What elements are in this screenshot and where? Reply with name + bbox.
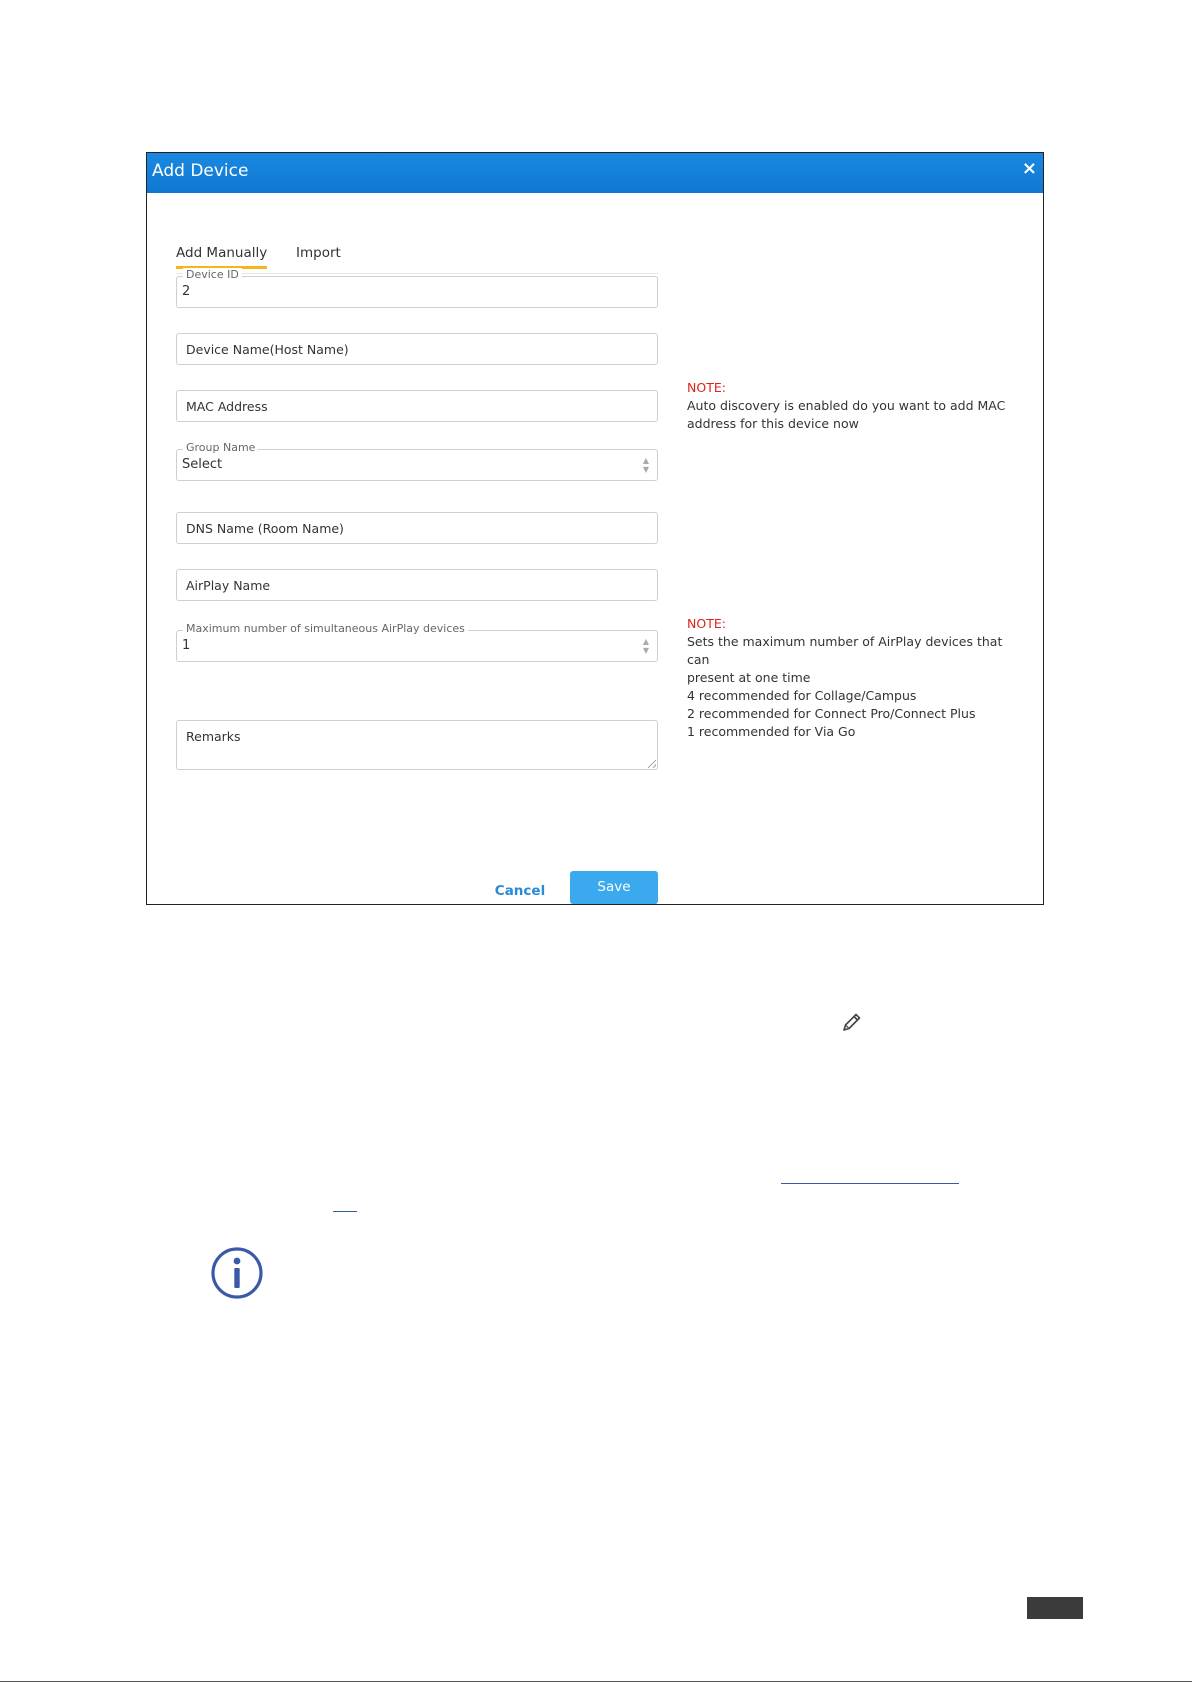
note-line: 4 recommended for Collage/Campus — [687, 688, 917, 703]
max-airplay-value: 1 — [182, 638, 191, 653]
note-heading: NOTE: — [687, 616, 726, 631]
device-name-input[interactable] — [176, 333, 658, 365]
dns-name-input[interactable] — [176, 512, 658, 544]
save-button[interactable]: Save — [570, 871, 658, 904]
note-line: Auto discovery is enabled do you want to add MAC — [687, 398, 1006, 413]
tab-bar — [176, 245, 658, 274]
dialog-title: Add Device — [152, 161, 249, 181]
tab-add-manually[interactable]: Add Manually — [176, 245, 267, 269]
device-id-value: 2 — [182, 284, 191, 299]
device-name-placeholder: Device Name(Host Name) — [186, 342, 349, 357]
resize-grip-icon[interactable] — [648, 760, 656, 768]
page-number-tab — [1027, 1597, 1083, 1619]
dialog-header — [147, 153, 1043, 193]
page-link-underline[interactable] — [333, 1211, 357, 1212]
add-device-dialog — [146, 152, 1044, 905]
max-airplay-label: Maximum number of simultaneous AirPlay devices — [183, 622, 468, 635]
max-airplay-stepper[interactable] — [176, 622, 658, 662]
note-line: 1 recommended for Via Go — [687, 724, 856, 739]
mac-address-placeholder: MAC Address — [186, 399, 268, 414]
note-line: 2 recommended for Connect Pro/Connect Plus — [687, 706, 976, 721]
remarks-textarea[interactable] — [176, 720, 658, 770]
device-id-label: Device ID — [183, 268, 242, 281]
mac-address-input[interactable] — [176, 390, 658, 422]
select-arrows-icon: ▲ ▼ — [642, 456, 650, 474]
remarks-placeholder: Remarks — [186, 729, 241, 744]
hyperlink-underline[interactable] — [781, 1183, 959, 1184]
dns-name-placeholder: DNS Name (Room Name) — [186, 521, 344, 536]
note-heading: NOTE: — [687, 380, 726, 395]
group-name-value: Select — [182, 457, 223, 472]
airplay-note — [687, 615, 1017, 741]
airplay-name-input[interactable] — [176, 569, 658, 601]
note-line: present at one time — [687, 670, 811, 685]
info-icon — [210, 1246, 264, 1300]
group-name-select[interactable] — [176, 441, 658, 481]
footer-divider — [0, 1681, 1192, 1682]
note-line: Sets the maximum number of AirPlay devices that can — [687, 634, 1003, 667]
device-id-field[interactable] — [176, 268, 658, 308]
spinner-icon[interactable]: ▲ ▼ — [642, 637, 650, 655]
cancel-button[interactable]: Cancel — [494, 883, 546, 899]
note-line: address for this device now — [687, 416, 859, 431]
mac-note — [687, 379, 1017, 433]
group-name-label: Group Name — [183, 441, 258, 454]
tab-import[interactable]: Import — [296, 245, 341, 261]
pencil-icon — [840, 1010, 864, 1034]
airplay-name-placeholder: AirPlay Name — [186, 578, 271, 593]
close-icon[interactable]: × — [1021, 158, 1037, 179]
